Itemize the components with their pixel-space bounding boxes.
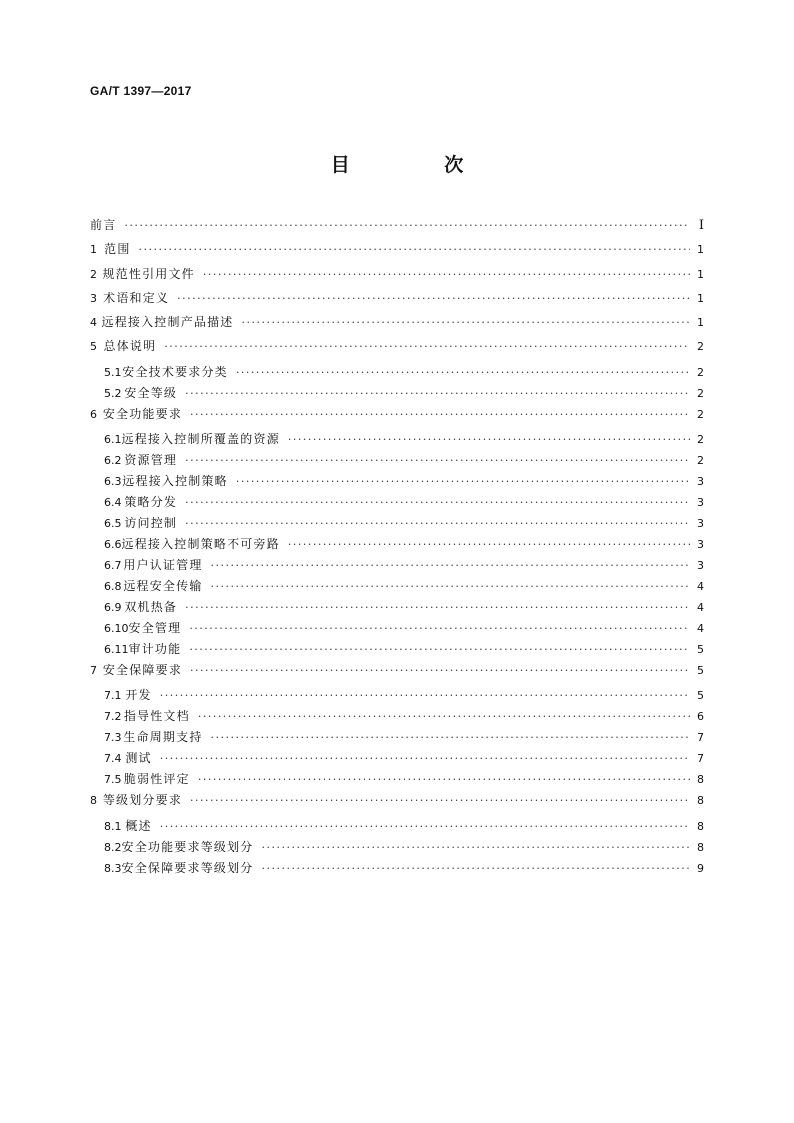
toc-entry-title: 远程接入控制策略不可旁路 bbox=[121, 537, 280, 552]
toc-entry-title: 范围 bbox=[104, 242, 131, 257]
toc-dot-leader bbox=[198, 773, 690, 786]
toc-subentry[interactable] bbox=[90, 640, 704, 661]
toc-subentry[interactable] bbox=[90, 749, 704, 770]
toc-page-number: 2 bbox=[697, 386, 704, 400]
toc-dot-leader bbox=[198, 710, 690, 723]
toc-entry-title: 等级划分要求 bbox=[102, 793, 183, 808]
page-title: 目 次 bbox=[330, 154, 508, 176]
toc-page-number: 4 bbox=[697, 622, 704, 636]
toc-entry-title: 安全功能要求 bbox=[102, 406, 183, 421]
toc-dot-leader bbox=[189, 643, 690, 656]
toc-entry[interactable] bbox=[90, 661, 704, 685]
toc-entry-title: 术语和定义 bbox=[103, 290, 170, 305]
toc-entry[interactable] bbox=[90, 216, 704, 240]
toc-entry-title: 安全等级 bbox=[124, 385, 178, 400]
toc-entry-title: 前言 bbox=[90, 218, 117, 232]
toc-dot-leader bbox=[242, 316, 690, 329]
toc-entry[interactable] bbox=[90, 313, 704, 337]
toc-subentry[interactable] bbox=[90, 556, 704, 577]
toc-entry-title: 审计功能 bbox=[128, 642, 182, 657]
toc-entry[interactable] bbox=[90, 240, 704, 264]
toc-dot-leader bbox=[189, 622, 690, 635]
toc-page-number: 1 bbox=[697, 267, 704, 281]
toc-entry-number: 6.10 bbox=[104, 622, 129, 636]
toc-page-number: 3 bbox=[697, 559, 704, 573]
toc-entry-number: 6.2 bbox=[104, 454, 122, 468]
toc-subentry[interactable] bbox=[90, 707, 704, 728]
toc-page-number: 4 bbox=[697, 580, 704, 594]
toc-entry-number: 8.2 bbox=[104, 840, 122, 854]
toc-entry-number: 2 bbox=[90, 267, 97, 281]
toc-entry-title: 双机热备 bbox=[124, 600, 178, 615]
toc-entry-title: 远程接入控制所覆盖的资源 bbox=[121, 432, 280, 447]
toc-page-number: 2 bbox=[697, 340, 704, 354]
toc-dot-leader bbox=[185, 601, 690, 614]
toc-entry-title: 总体说明 bbox=[103, 339, 157, 354]
toc-dot-leader bbox=[160, 689, 690, 702]
toc-dot-leader bbox=[190, 664, 690, 677]
table-of-contents bbox=[90, 216, 704, 880]
toc-page-number: 4 bbox=[697, 601, 704, 615]
toc-page-number: 2 bbox=[697, 365, 704, 379]
toc-dot-leader bbox=[139, 243, 690, 256]
toc-entry-number: 7.1 bbox=[104, 689, 122, 703]
toc-entry-title: 安全保障要求 bbox=[102, 663, 183, 678]
toc-dot-leader bbox=[211, 731, 690, 744]
toc-dot-leader bbox=[185, 387, 690, 400]
toc-entry-number: 6.7 bbox=[104, 559, 122, 573]
toc-subentry[interactable] bbox=[90, 451, 704, 472]
toc-subentry[interactable] bbox=[90, 817, 704, 838]
toc-dot-leader bbox=[124, 219, 690, 232]
toc-dot-leader bbox=[185, 496, 690, 509]
toc-page-number: 8 bbox=[697, 840, 704, 854]
toc-entry-number: 8 bbox=[90, 794, 97, 808]
toc-entry-title: 用户认证管理 bbox=[123, 558, 203, 573]
toc-entry-title: 安全功能要求等级划分 bbox=[121, 839, 254, 854]
toc-page-number: 2 bbox=[697, 407, 704, 421]
toc-dot-leader bbox=[288, 538, 690, 551]
toc-entry-number: 8.3 bbox=[104, 861, 122, 875]
toc-entry-number: 7.5 bbox=[104, 773, 122, 787]
toc-entry-title: 远程接入控制产品描述 bbox=[101, 315, 234, 330]
toc-entry-number: 7.2 bbox=[104, 710, 122, 724]
toc-subentry[interactable] bbox=[90, 770, 704, 791]
toc-dot-leader bbox=[288, 433, 690, 446]
toc-entry-number: 6.3 bbox=[104, 475, 122, 489]
toc-dot-leader bbox=[262, 841, 690, 854]
toc-dot-leader bbox=[190, 794, 690, 807]
toc-entry-number: 6.1 bbox=[104, 433, 122, 447]
toc-entry-title: 访问控制 bbox=[124, 516, 178, 531]
toc-dot-leader bbox=[211, 559, 690, 572]
toc-page-number: 7 bbox=[697, 731, 704, 745]
toc-subentry[interactable] bbox=[90, 686, 704, 707]
toc-dot-leader bbox=[262, 862, 690, 875]
toc-page-number: 3 bbox=[697, 496, 704, 510]
toc-entry-title: 安全技术要求分类 bbox=[122, 364, 228, 379]
toc-entry-title: 规范性引用文件 bbox=[102, 266, 195, 281]
toc-entry-title: 脆弱性评定 bbox=[123, 772, 190, 787]
toc-entry[interactable] bbox=[90, 337, 704, 361]
toc-dot-leader bbox=[203, 268, 690, 281]
toc-page-number: 3 bbox=[697, 538, 704, 552]
toc-page-number: 3 bbox=[697, 475, 704, 489]
toc-page-number: 5 bbox=[697, 664, 704, 678]
toc-dot-leader bbox=[236, 366, 690, 379]
toc-subentry[interactable] bbox=[90, 472, 704, 493]
toc-entry-title: 生命周期支持 bbox=[123, 730, 203, 745]
toc-entry[interactable] bbox=[90, 791, 704, 815]
toc-entry-title: 测试 bbox=[125, 751, 152, 766]
toc-entry-title: 概述 bbox=[125, 818, 152, 833]
toc-subentry[interactable] bbox=[90, 838, 704, 859]
toc-entry-number: 7.4 bbox=[104, 752, 122, 766]
toc-dot-leader bbox=[211, 580, 690, 593]
toc-entry-title: 策略分发 bbox=[124, 495, 178, 510]
toc-entry-title: 安全管理 bbox=[128, 621, 182, 636]
toc-subentry[interactable] bbox=[90, 430, 704, 451]
toc-entry-title: 开发 bbox=[125, 688, 152, 703]
toc-page-number: 6 bbox=[697, 710, 704, 724]
toc-page-number: 1 bbox=[697, 316, 704, 330]
toc-subentry[interactable] bbox=[90, 577, 704, 598]
toc-entry-title: 资源管理 bbox=[124, 453, 178, 468]
toc-page-number: 8 bbox=[697, 773, 704, 787]
toc-subentry[interactable] bbox=[90, 363, 704, 384]
toc-entry-number: 4 bbox=[90, 316, 97, 330]
toc-entry[interactable] bbox=[90, 265, 704, 289]
toc-subentry[interactable] bbox=[90, 859, 704, 880]
toc-entry-title: 远程接入控制策略 bbox=[122, 474, 228, 489]
toc-entry-number: 5.2 bbox=[104, 386, 122, 400]
toc-entry-number: 1 bbox=[90, 243, 97, 257]
toc-subentry[interactable] bbox=[90, 514, 704, 535]
toc-entry-number: 6.5 bbox=[104, 517, 122, 531]
document-code: GA/T 1397—2017 bbox=[90, 84, 192, 98]
toc-dot-leader bbox=[190, 408, 690, 421]
toc-dot-leader bbox=[185, 517, 690, 530]
toc-page-number: 1 bbox=[697, 243, 704, 257]
toc-page-number: 7 bbox=[697, 752, 704, 766]
toc-entry-number: 6.11 bbox=[104, 643, 129, 657]
toc-dot-leader bbox=[164, 340, 690, 353]
toc-page-number: 2 bbox=[697, 433, 704, 447]
toc-subentry[interactable] bbox=[90, 493, 704, 514]
toc-subentry[interactable] bbox=[90, 598, 704, 619]
toc-page-number: 8 bbox=[697, 794, 704, 808]
toc-entry-number: 8.1 bbox=[104, 819, 122, 833]
toc-entry-number: 7.3 bbox=[104, 731, 122, 745]
toc-page-number: 1 bbox=[697, 291, 704, 305]
toc-subentry[interactable] bbox=[90, 384, 704, 405]
toc-page-number: 8 bbox=[697, 819, 704, 833]
toc-entry-number: 6.6 bbox=[104, 538, 122, 552]
toc-entry-title: 指导性文档 bbox=[123, 709, 190, 724]
toc-subentry[interactable] bbox=[90, 535, 704, 556]
toc-entry-number: 6 bbox=[90, 407, 97, 421]
toc-page-number: 9 bbox=[697, 861, 704, 875]
toc-page-number: 5 bbox=[697, 643, 704, 657]
toc-entry-title: 远程安全传输 bbox=[123, 579, 203, 594]
toc-entry-number: 7 bbox=[90, 664, 97, 678]
toc-page-number: Ⅰ bbox=[698, 218, 704, 233]
toc-entry-number: 3 bbox=[90, 291, 97, 305]
toc-dot-leader bbox=[236, 475, 690, 488]
toc-entry-title: 安全保障要求等级划分 bbox=[121, 860, 254, 875]
toc-entry[interactable] bbox=[90, 289, 704, 313]
toc-subentry[interactable] bbox=[90, 728, 704, 749]
toc-entry-number: 5 bbox=[90, 340, 97, 354]
toc-dot-leader bbox=[160, 752, 690, 765]
toc-dot-leader bbox=[177, 292, 690, 305]
toc-dot-leader bbox=[160, 820, 690, 833]
toc-subentry[interactable] bbox=[90, 619, 704, 640]
toc-page-number: 2 bbox=[697, 454, 704, 468]
toc-page-number: 5 bbox=[697, 689, 704, 703]
toc-dot-leader bbox=[185, 454, 690, 467]
toc-entry-number: 6.8 bbox=[104, 580, 122, 594]
toc-entry-number: 5.1 bbox=[104, 365, 122, 379]
toc-entry-number: 6.4 bbox=[104, 496, 122, 510]
toc-entry[interactable] bbox=[90, 405, 704, 429]
toc-entry-number: 6.9 bbox=[104, 601, 122, 615]
toc-page-number: 3 bbox=[697, 517, 704, 531]
